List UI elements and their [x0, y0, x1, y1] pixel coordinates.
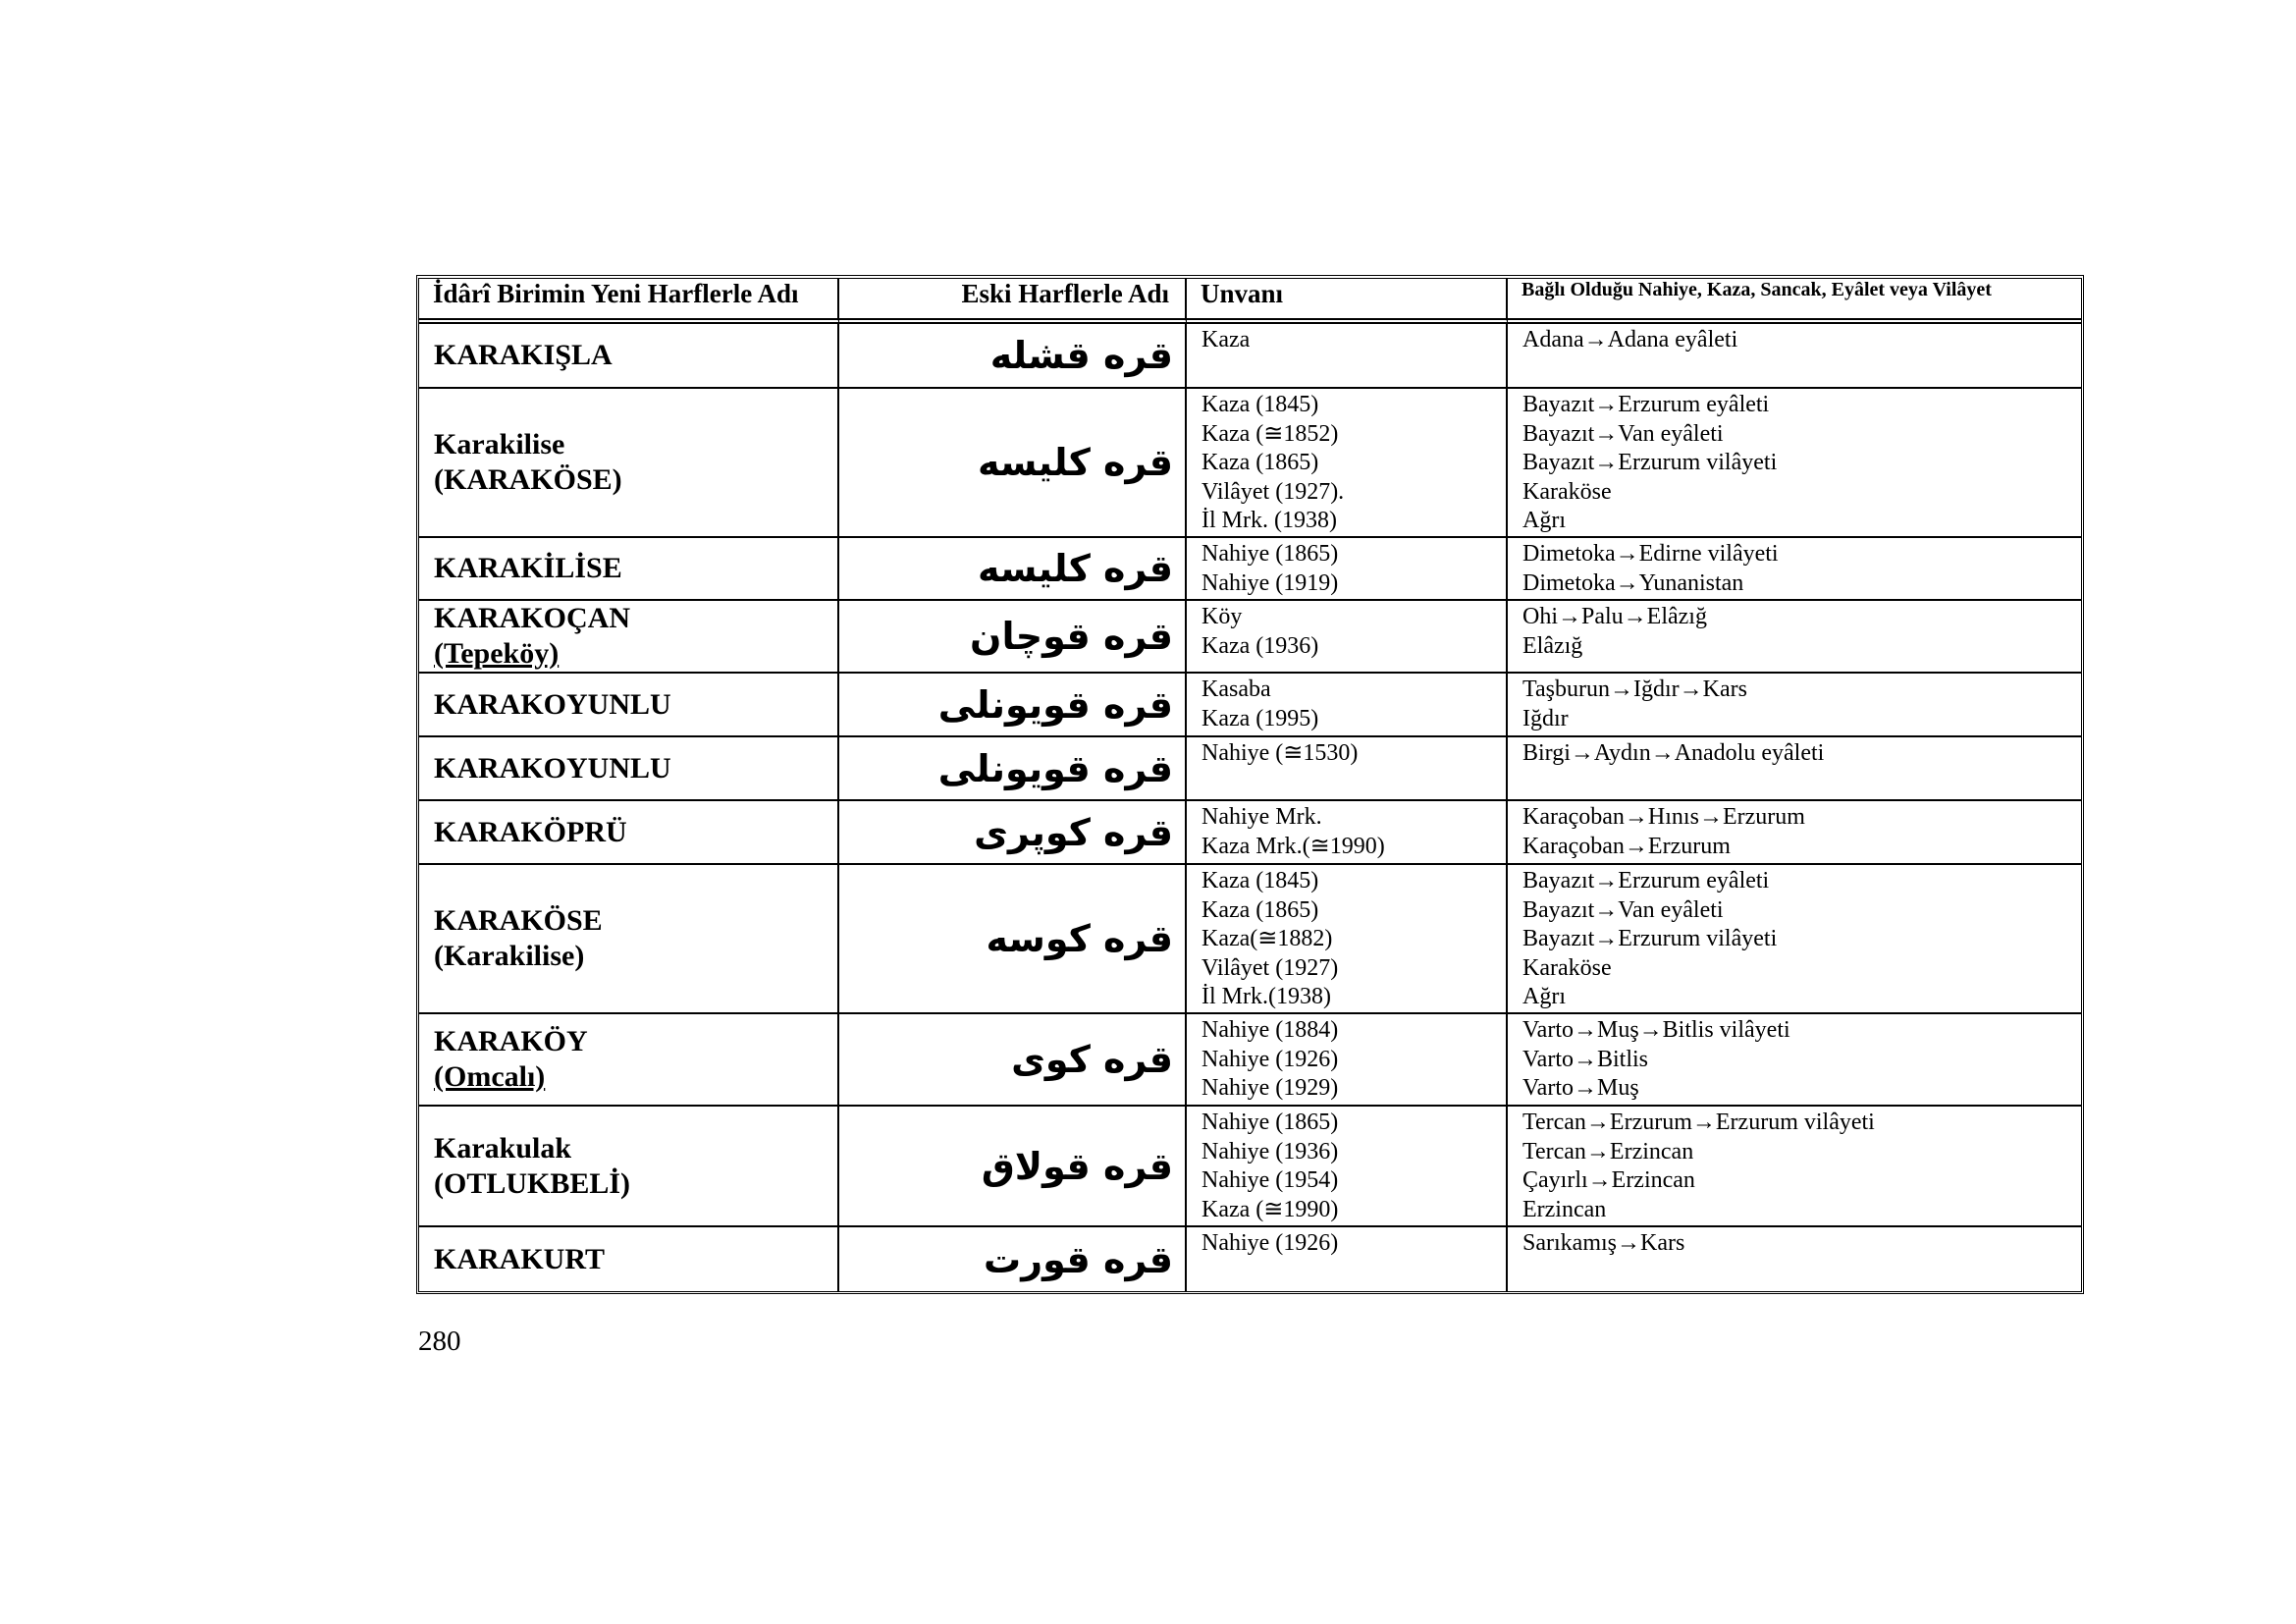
title-line: Kasaba: [1201, 677, 1271, 702]
affiliation-cell: [1508, 674, 2081, 737]
title-line: Kaza (1845): [1201, 392, 1319, 417]
affiliation-line: Birgi→Aydın→Anadolu eyâleti: [1522, 740, 1825, 766]
title-line: Kaza Mrk.(≅1990): [1201, 833, 1385, 859]
affiliation-line: Karaköse: [1522, 478, 1612, 505]
new-name-cell: [419, 538, 839, 601]
table-row: [419, 865, 2081, 1014]
title-cell: [1187, 601, 1508, 674]
affiliation-cell: [1508, 538, 2081, 601]
title-line: Nahiye (1865): [1201, 1110, 1339, 1135]
table-row: [419, 601, 2081, 674]
table-row: [419, 324, 2081, 389]
affiliation-line: Erzincan: [1522, 1196, 1607, 1222]
title-line: Kaza(≅1882): [1201, 926, 1333, 951]
affiliation-line: Karaçoban→Hınıs→Erzurum: [1522, 804, 1805, 830]
new-name-cell: [419, 324, 839, 389]
affiliation-line: Elâzığ: [1522, 632, 1583, 659]
title-cell: [1187, 389, 1508, 538]
affiliation-cell: [1508, 865, 2081, 1014]
title-cell: [1187, 538, 1508, 601]
title-line: Köy: [1201, 604, 1243, 629]
affiliation-cell: [1508, 324, 2081, 389]
gazetteer-table: [416, 275, 2084, 1294]
name-line: (Karakilise): [434, 940, 585, 972]
title-line: Kaza (≅1990): [1201, 1196, 1339, 1222]
title-cell: [1187, 1107, 1508, 1227]
new-name-cell: [419, 865, 839, 1014]
old-name-cell: قره كوسه: [839, 865, 1187, 1014]
affiliation-line: Ağrı: [1522, 508, 1566, 533]
table-row: [419, 1014, 2081, 1107]
old-name-cell: قره كليسه: [839, 389, 1187, 538]
old-name-cell: قره قويونلى: [839, 737, 1187, 801]
title-line: Nahiye (1936): [1201, 1138, 1339, 1164]
title-cell: [1187, 324, 1508, 389]
affiliation-line: Tercan→Erzincan: [1522, 1138, 1694, 1164]
affiliation-cell: [1508, 1107, 2081, 1227]
affiliation-line: Taşburun→Iğdır→Kars: [1522, 677, 1747, 702]
old-name-cell: قره قولاق: [839, 1107, 1187, 1227]
old-name-cell: قره قورت: [839, 1227, 1187, 1291]
name-line: Karakulak: [434, 1131, 572, 1164]
name-line: KARAKOÇAN: [434, 602, 630, 634]
title-line: Kaza (1995): [1201, 705, 1319, 731]
old-name-cell: قره قوچان: [839, 601, 1187, 674]
table-row: [419, 1107, 2081, 1227]
title-line: Nahiye (1926): [1201, 1230, 1339, 1256]
header-title: Unvanı: [1187, 279, 1508, 324]
name-line: KARAKİLİSE: [434, 552, 622, 584]
title-line: Kaza (1845): [1201, 868, 1319, 893]
table-row: [419, 674, 2081, 737]
old-name-cell: قره كليسه: [839, 538, 1187, 601]
affiliation-cell: [1508, 601, 2081, 674]
name-line: KARAKOYUNLU: [434, 751, 671, 785]
table-row: [419, 1227, 2081, 1291]
affiliation-line: Varto→Muş: [1522, 1075, 1639, 1101]
header-old-name: Eski Harflerle Adı: [839, 279, 1187, 324]
table-row: [419, 801, 2081, 865]
old-name-cell: قره كوپرى: [839, 801, 1187, 865]
affiliation-line: Karaçoban→Erzurum: [1522, 833, 1731, 859]
new-name-cell: [419, 601, 839, 674]
old-name-cell: قره قشله: [839, 324, 1187, 389]
name-line: Karakilise: [434, 428, 565, 460]
header-new-name: İdârî Birimin Yeni Harflerle Adı: [419, 279, 839, 324]
name-line: (Omcalı): [434, 1060, 546, 1093]
new-name-cell: [419, 1014, 839, 1107]
title-line: Nahiye (1865): [1201, 541, 1339, 567]
title-line: İl Mrk. (1938): [1201, 508, 1337, 533]
affiliation-line: Karaköse: [1522, 954, 1612, 981]
affiliation-line: Varto→Bitlis: [1522, 1046, 1649, 1072]
name-line: (Tepeköy): [434, 637, 560, 670]
new-name-cell: [419, 1107, 839, 1227]
title-line: Kaza (≅1852): [1201, 420, 1339, 447]
new-name-cell: [419, 389, 839, 538]
old-name-cell: قره قويونلى: [839, 674, 1187, 737]
title-line: Vilâyet (1927).: [1201, 478, 1345, 505]
table-row: [419, 538, 2081, 601]
title-line: İl Mrk.(1938): [1201, 984, 1331, 1009]
title-line: Nahiye (1929): [1201, 1075, 1339, 1101]
affiliation-line: Dimetoka→Edirne vilâyeti: [1522, 541, 1779, 567]
new-name-cell: [419, 674, 839, 737]
affiliation-cell: [1508, 737, 2081, 801]
affiliation-line: Varto→Muş→Bitlis vilâyeti: [1522, 1017, 1790, 1043]
name-line: KARAKOYUNLU: [434, 687, 671, 721]
table-row: [419, 737, 2081, 801]
affiliation-line: Ağrı: [1522, 984, 1566, 1009]
title-line: Vilâyet (1927): [1201, 954, 1339, 981]
name-line: KARAKURT: [434, 1242, 605, 1275]
header-row: [419, 279, 2081, 324]
affiliation-line: Bayazıt→Erzurum vilâyeti: [1522, 450, 1778, 475]
affiliation-line: Bayazıt→Erzurum eyâleti: [1522, 392, 1770, 417]
affiliation-line: Ohi→Palu→Elâzığ: [1522, 604, 1707, 629]
table-row: [419, 389, 2081, 538]
new-name-cell: [419, 801, 839, 865]
affiliation-cell: [1508, 801, 2081, 865]
affiliation-line: Bayazıt→Erzurum eyâleti: [1522, 868, 1770, 893]
affiliation-cell: [1508, 1227, 2081, 1291]
affiliation-line: Iğdır: [1522, 705, 1569, 731]
affiliation-line: Çayırlı→Erzincan: [1522, 1167, 1695, 1193]
affiliation-line: Adana→Adana eyâleti: [1522, 327, 1738, 352]
title-cell: [1187, 1014, 1508, 1107]
title-line: Nahiye (1919): [1201, 569, 1339, 596]
title-line: Nahiye (1926): [1201, 1046, 1339, 1072]
affiliation-line: Sarıkamış→Kars: [1522, 1230, 1685, 1256]
affiliation-line: Tercan→Erzurum→Erzurum vilâyeti: [1522, 1110, 1875, 1135]
name-line: KARAKÖPRÜ: [434, 815, 627, 848]
affiliation-cell: [1508, 389, 2081, 538]
title-line: Kaza (1936): [1201, 632, 1319, 659]
affiliation-line: Bayazıt→Van eyâleti: [1522, 896, 1724, 923]
title-cell: [1187, 737, 1508, 801]
affiliation-cell: [1508, 1014, 2081, 1107]
name-line: KARAKÖSE: [434, 904, 603, 937]
title-line: Nahiye (≅1530): [1201, 740, 1359, 766]
header-affiliation: Bağlı Olduğu Nahiye, Kaza, Sancak, Eyâlet veya Vilâyet: [1508, 279, 2081, 324]
title-line: Nahiye (1954): [1201, 1167, 1339, 1193]
name-line: KARAKIŞLA: [434, 339, 613, 371]
affiliation-line: Dimetoka→Yunanistan: [1522, 569, 1744, 596]
title-cell: [1187, 865, 1508, 1014]
title-line: Nahiye (1884): [1201, 1017, 1339, 1043]
title-line: Kaza: [1201, 327, 1251, 352]
page-number: 280: [418, 1326, 461, 1357]
title-cell: [1187, 674, 1508, 737]
affiliation-line: Bayazıt→Van eyâleti: [1522, 420, 1724, 447]
affiliation-line: Bayazıt→Erzurum vilâyeti: [1522, 926, 1778, 951]
title-line: Kaza (1865): [1201, 896, 1319, 923]
title-cell: [1187, 801, 1508, 865]
title-line: Nahiye Mrk.: [1201, 804, 1322, 830]
name-line: KARAKÖY: [434, 1025, 588, 1057]
name-line: (OTLUKBELİ): [434, 1166, 631, 1200]
title-cell: [1187, 1227, 1508, 1291]
title-line: Kaza (1865): [1201, 450, 1319, 475]
old-name-cell: قره كوى: [839, 1014, 1187, 1107]
name-line: (KARAKÖSE): [434, 463, 622, 496]
new-name-cell: [419, 1227, 839, 1291]
new-name-cell: [419, 737, 839, 801]
